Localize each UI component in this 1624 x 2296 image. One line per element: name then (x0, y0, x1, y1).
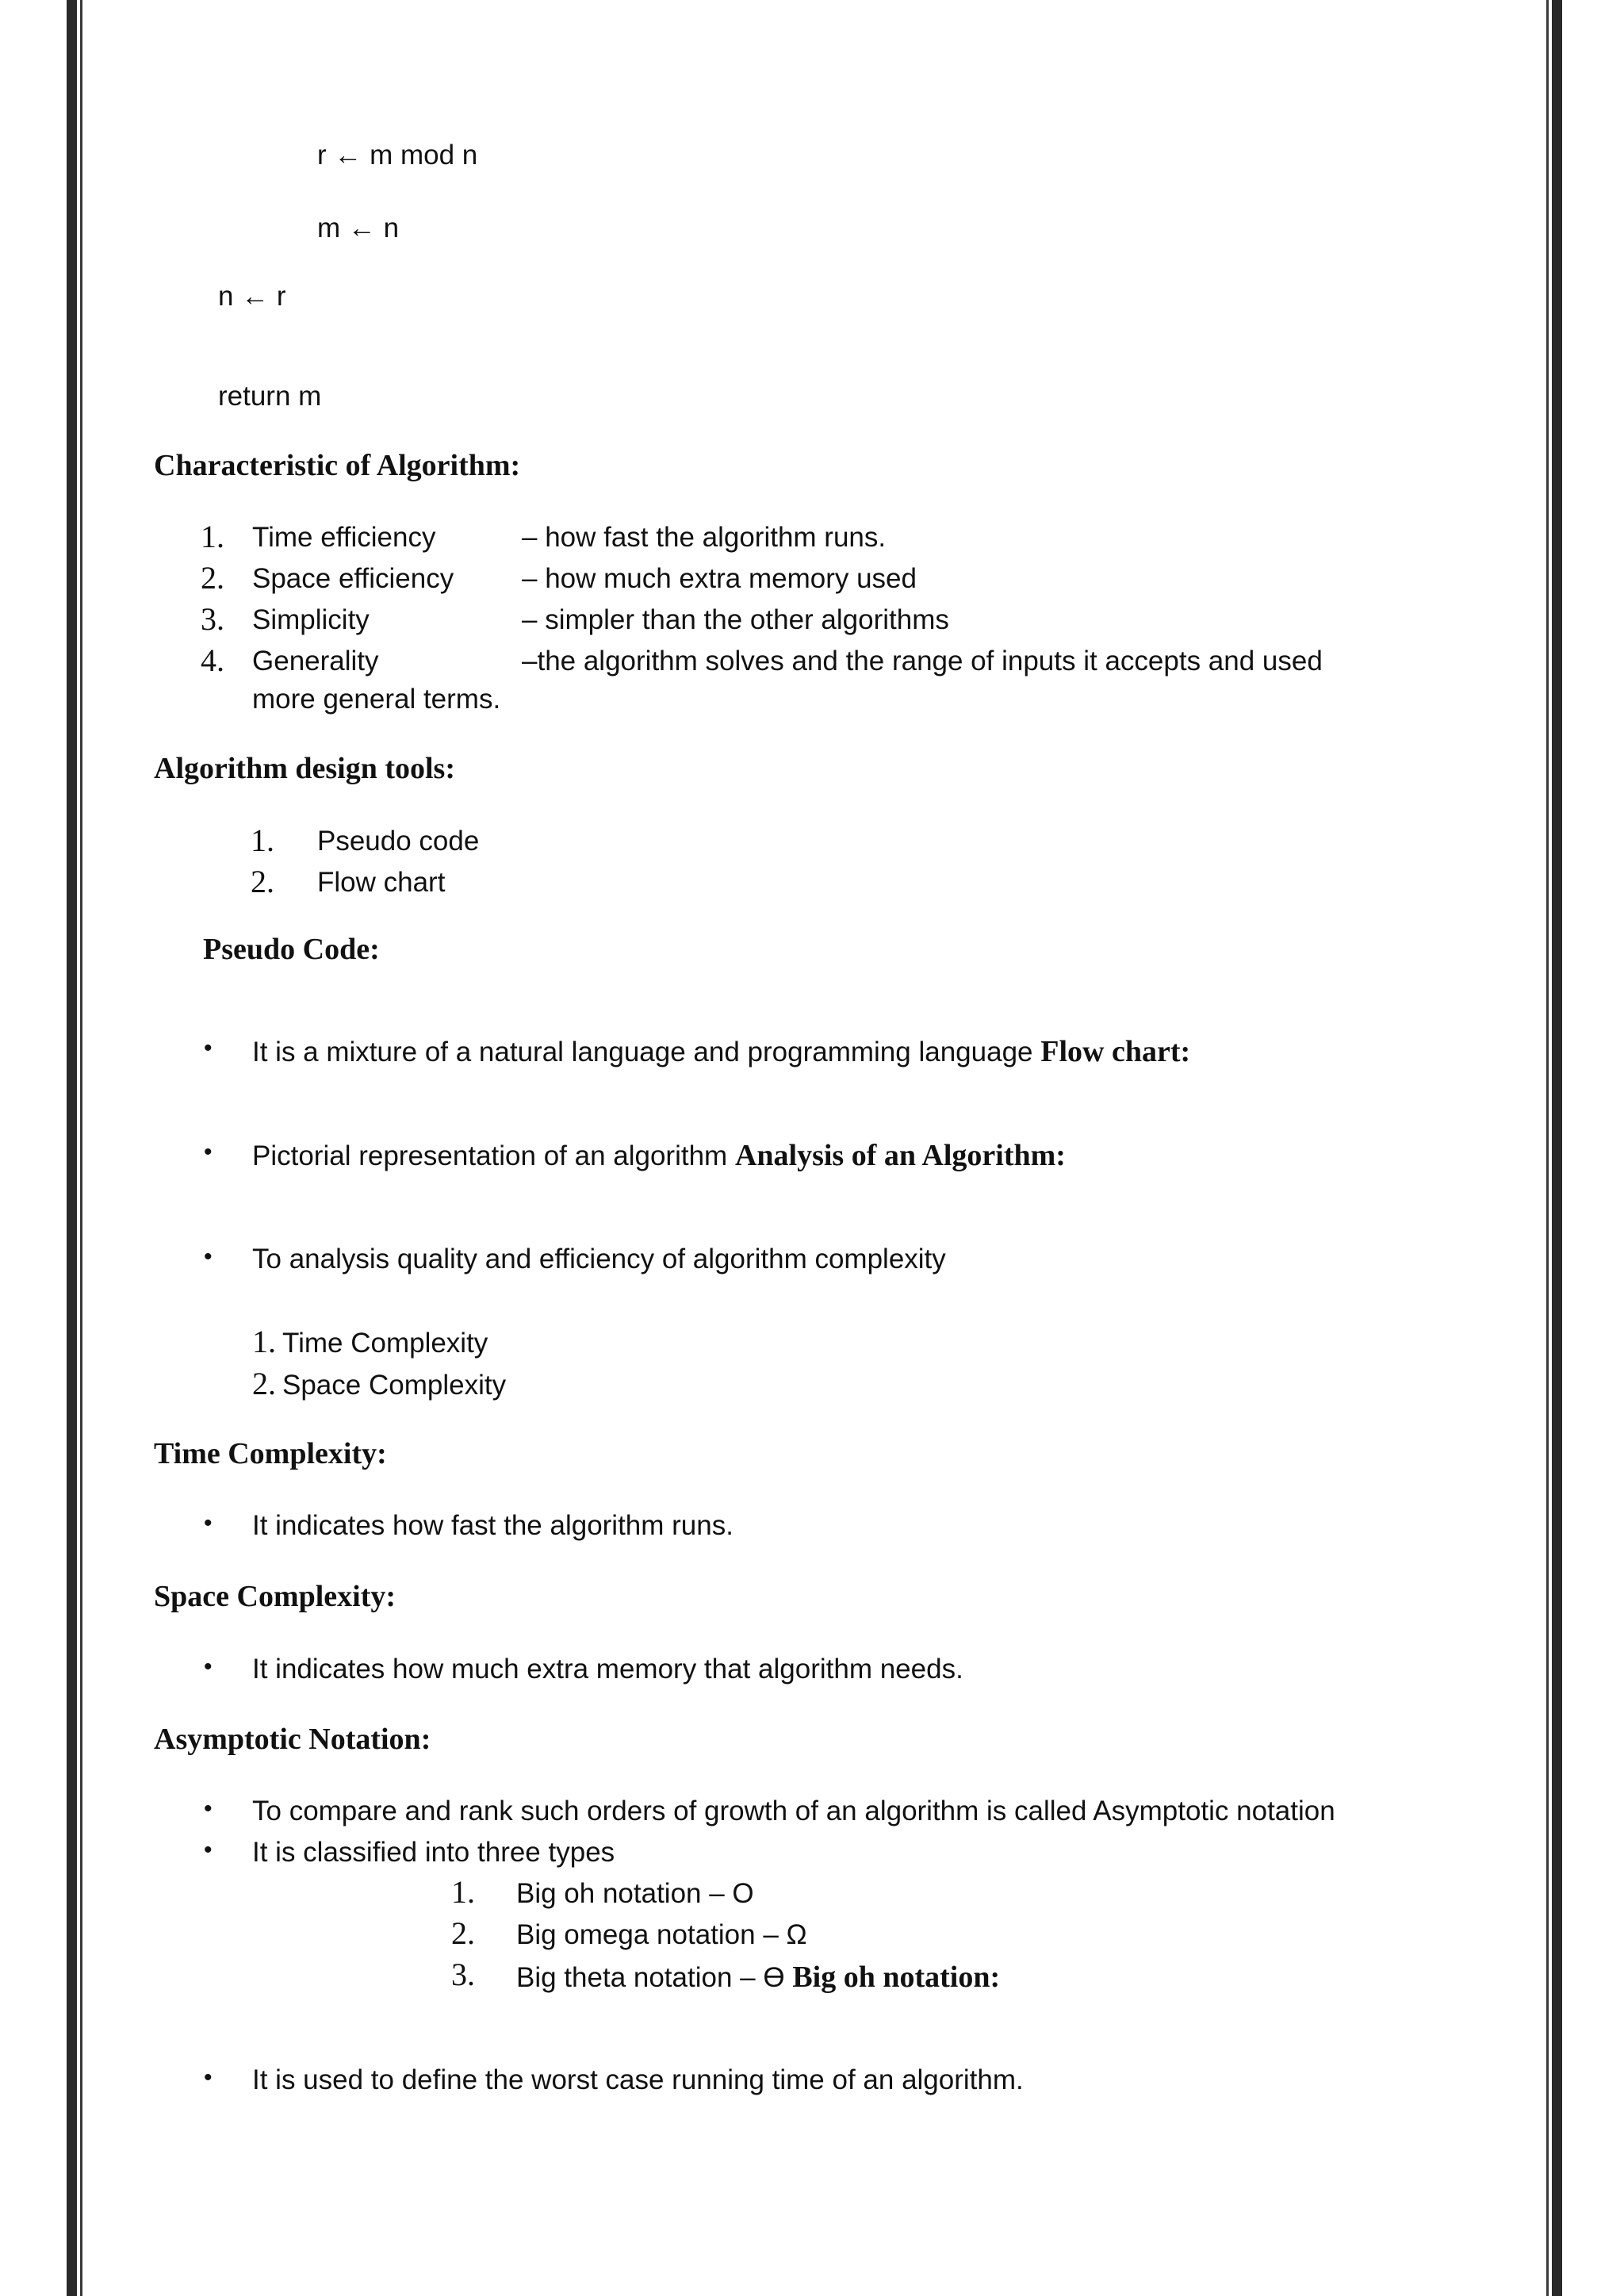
char-desc-4: –the algorithm solves and the range of inputs it accepts and used (522, 646, 1323, 677)
analysis-num-2: 2. (252, 1366, 276, 1401)
char-desc-3: – simpler than the other algorithms (522, 604, 949, 635)
char-num-2: 2. (201, 560, 224, 596)
char-desc-1: – how fast the algorithm runs. (522, 522, 887, 553)
big-oh-text: It is used to define the worst case running time of an algorithm. (252, 2064, 1024, 2095)
code-line-2: m ← n (317, 213, 400, 243)
heading-design-tools: Algorithm design tools: (154, 752, 455, 785)
heading-characteristic: Characteristic of Algorithm: (154, 449, 521, 482)
tool-num-1: 1. (251, 822, 274, 858)
heading-flow-chart: Flow chart: (1040, 1035, 1191, 1068)
bullet-analysis: • (204, 1244, 213, 1270)
char-term-3: Simplicity (252, 604, 370, 635)
char-continuation: more general terms. (252, 684, 501, 715)
bullet-pseudo: • (204, 1035, 213, 1061)
heading-asymptotic: Asymptotic Notation: (154, 1723, 431, 1756)
pseudo-code-text: It is a mixture of a natural language and programming language Flow chart: (252, 1035, 1191, 1068)
asymptotic-text-2: It is classified into three types (252, 1837, 615, 1868)
analysis-label-2: Space Complexity (282, 1370, 507, 1401)
type-label-1: Big oh notation – O (516, 1878, 754, 1909)
heading-space-complexity: Space Complexity: (154, 1580, 396, 1613)
analysis-text: To analysis quality and efficiency of algorithm complexity (252, 1244, 946, 1274)
tool-label-1: Pseudo code (317, 826, 480, 857)
heading-analysis: Analysis of an Algorithm: (734, 1139, 1066, 1172)
char-num-4: 4. (201, 642, 224, 678)
space-complexity-text: It indicates how much extra memory that algorithm needs. (252, 1654, 963, 1685)
type-num-1: 1. (451, 1874, 475, 1910)
char-num-1: 1. (201, 519, 224, 554)
bullet-asym-2: • (204, 1837, 213, 1863)
char-term-2: Space efficiency (252, 563, 454, 594)
type-num-2: 2. (451, 1915, 475, 1951)
char-term-4: Generality (252, 646, 379, 677)
analysis-label-1: Time Complexity (282, 1328, 488, 1359)
time-complexity-text: It indicates how fast the algorithm runs. (252, 1510, 733, 1541)
type-label-3: Big theta notation – ϴ (516, 1962, 785, 1993)
type-num-3: 3. (451, 1957, 475, 1992)
heading-pseudo-code: Pseudo Code: (203, 933, 380, 966)
bullet-time: • (204, 1510, 213, 1536)
char-num-3: 3. (201, 601, 224, 637)
tool-label-2: Flow chart (317, 867, 446, 898)
analysis-num-1: 1. (252, 1324, 276, 1359)
heading-big-oh: Big oh notation: (792, 1961, 1001, 1994)
char-desc-2: – how much extra memory used (522, 563, 917, 594)
code-line-4: return m (218, 381, 322, 412)
bullet-space: • (204, 1654, 213, 1680)
type-line-3 (516, 1962, 1000, 1992)
char-term-1: Time efficiency (252, 522, 436, 553)
code-line-3: n ← r (218, 281, 286, 312)
bullet-flow: • (204, 1139, 213, 1165)
flow-chart-text: Pictorial representation of an algorithm Analysis of an Algorithm: (252, 1139, 1066, 1172)
heading-time-complexity: Time Complexity: (154, 1437, 387, 1470)
bullet-big-oh: • (204, 2064, 213, 2091)
code-line-1: r ← m mod n (317, 140, 478, 171)
type-label-2: Big omega notation – Ω (516, 1919, 807, 1950)
bullet-asym-1: • (204, 1796, 213, 1822)
tool-num-2: 2. (251, 864, 274, 899)
asymptotic-text-1: To compare and rank such orders of growth of an algorithm is called Asymptotic notation (252, 1796, 1335, 1826)
